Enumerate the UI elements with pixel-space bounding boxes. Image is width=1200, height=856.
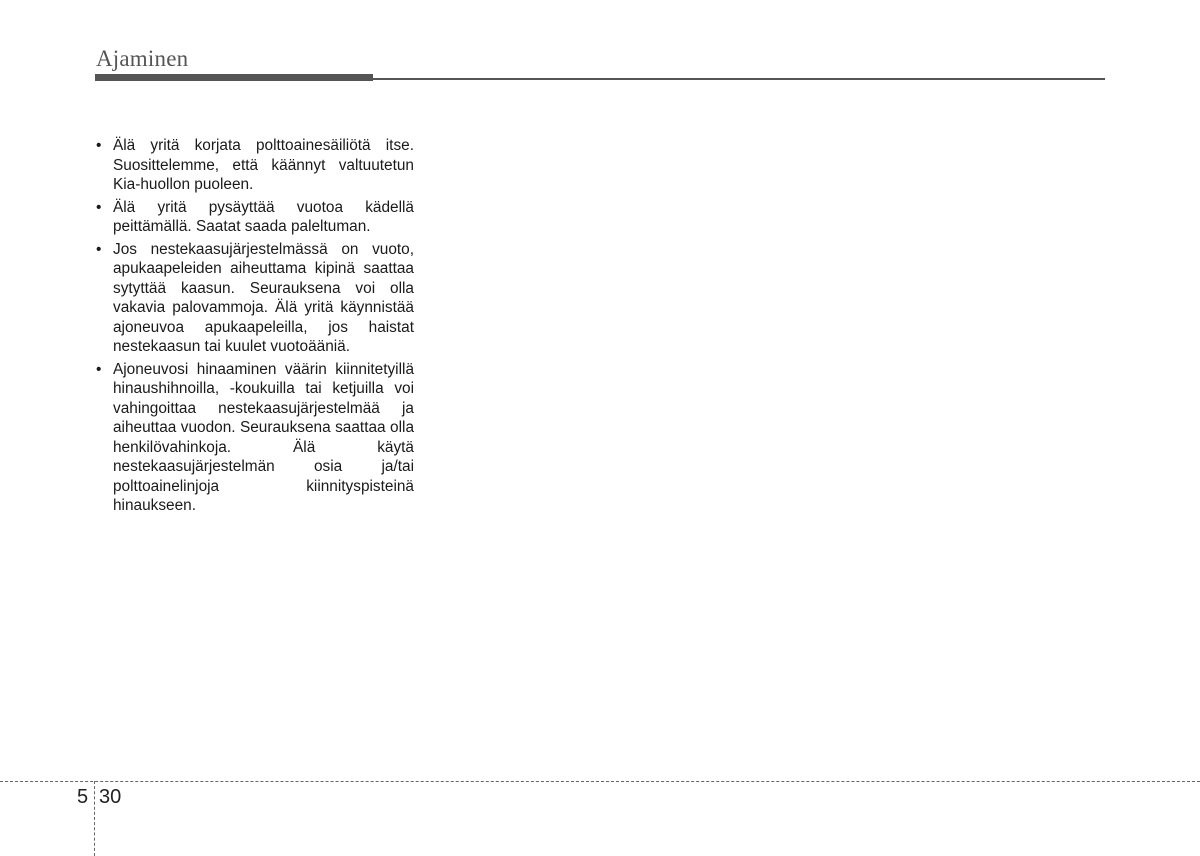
bullet-icon: •: [96, 360, 102, 378]
list-item-text: Jos nestekaasujärjestelmässä on vuoto, apukaapeleiden aiheuttama kipinä saattaa sytyttää kaasun. Seurauksena voi olla vakavia palovammoja. Älä yritä käynnistää ajoneuvoa apukaapeleilla, jos haistat nestekaasun tai kuulet vuotoääniä.: [113, 240, 414, 355]
list-item: [96, 198, 414, 237]
footer-divider-horizontal: [0, 781, 1200, 782]
page-number: 30: [99, 786, 122, 808]
list-item-text: Älä yritä pysäyttää vuotoa kädellä peittämällä. Saatat saada paleltuman.: [113, 198, 414, 235]
warning-content: [96, 136, 414, 519]
list-item-text: Älä yritä korjata polttoainesäiliötä itse. Suosittelemme, että käännyt valtuutetun Kia-huollon puoleen.: [113, 137, 414, 193]
header-rule-thick: [95, 74, 373, 81]
bullet-icon: •: [96, 240, 102, 258]
list-item: [96, 360, 414, 516]
list-item: [96, 240, 414, 357]
chapter-number: 5: [77, 786, 89, 808]
bullet-icon: •: [96, 198, 102, 216]
list-item: [96, 136, 414, 195]
list-item-text: Ajoneuvosi hinaaminen väärin kiinnitetyillä hinaushihnoilla, -koukuilla tai ketjuilla voi vahingoittaa nestekaasujärjestelmää ja aiheuttaa vuodon. Seurauksena saattaa olla henkilövahinkoja. Älä käytä nestekaasujärjestelmän osia ja/tai polttoainelinjoja kiinnityspisteinä hinaukseen.: [113, 360, 414, 514]
bullet-icon: •: [96, 137, 102, 154]
footer-divider-vertical: [94, 781, 95, 856]
header-rule-thin: [373, 78, 1105, 80]
section-title: Ajaminen: [96, 46, 189, 71]
warning-list: [96, 136, 414, 516]
